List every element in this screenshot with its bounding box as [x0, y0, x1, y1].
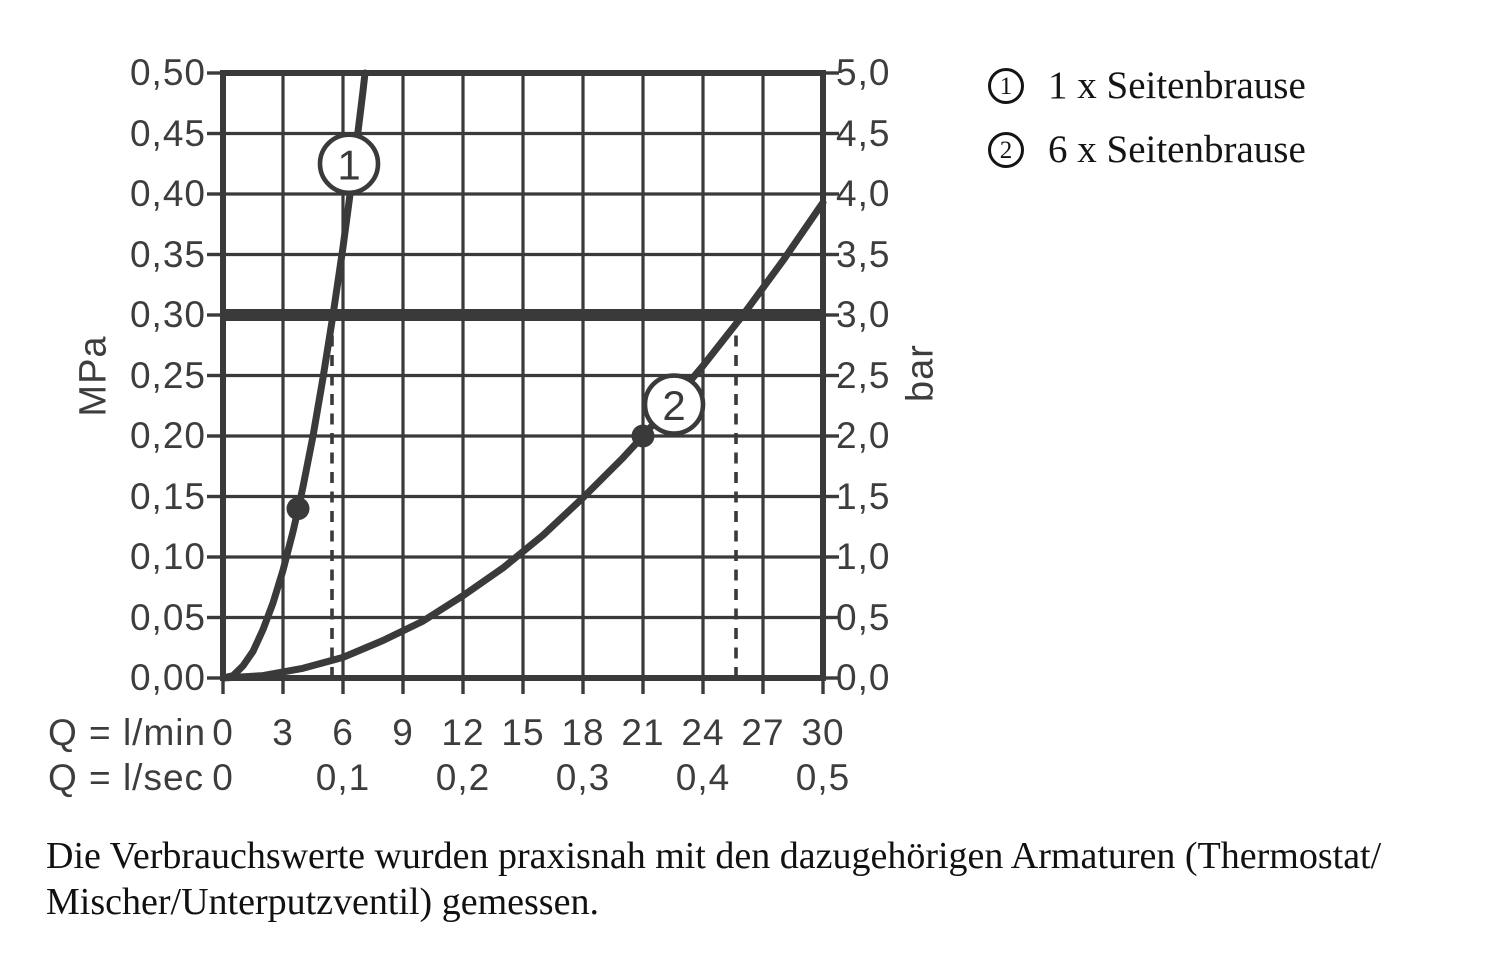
x-lsec-tick-label: 0,1 [315, 757, 371, 798]
y-right-tick-label: 1,5 [836, 475, 891, 517]
caption-line-2: Mischer/Unterputzventil) gemessen. [46, 881, 599, 923]
caption-line-1: Die Verbrauchswerte wurden praxisnah mit den dazugehörigen Armaturen (Thermostat/ [46, 835, 1382, 877]
y-right-tick-label: 2,5 [836, 354, 891, 396]
y-left-tick-label: 0,15 [129, 475, 206, 517]
flow-lmin-axis-label: Q = l/min [48, 712, 207, 753]
y-left-tick-label: 0,45 [129, 112, 206, 154]
legend [988, 64, 1306, 192]
x-lsec-tick-label: 0,4 [675, 757, 731, 798]
curve-callout-number-1: 1 [337, 141, 361, 189]
caption [46, 833, 1446, 925]
legend-label-2: 6 x Seitenbrause [1048, 128, 1306, 171]
y-right-tick-label: 3,0 [836, 293, 891, 335]
legend-item [988, 128, 1306, 172]
x-lmin-tick-label: 6 [332, 712, 354, 753]
y-right-tick-label: 0,5 [836, 596, 891, 638]
x-lmin-tick-label: 3 [272, 712, 294, 753]
y-left-tick-label: 0,05 [129, 596, 206, 638]
y-left-tick-label: 0,25 [129, 354, 206, 396]
legend-symbol: 1 [999, 72, 1013, 100]
flow-lsec-axis-label: Q = l/sec [48, 757, 205, 798]
y-right-tick-label: 5,0 [836, 51, 891, 93]
y-right-tick-label: 2,0 [836, 414, 891, 456]
data-point-2 [632, 425, 655, 448]
y-left-tick-label: 0,30 [129, 293, 206, 335]
mpa-axis-label: MPa [72, 335, 115, 417]
bar-axis-label: bar [899, 344, 942, 402]
data-point-1 [287, 497, 310, 520]
y-left-tick-label: 0,35 [129, 233, 206, 275]
x-lmin-tick-label: 27 [741, 712, 785, 753]
x-lmin-tick-label: 15 [501, 712, 545, 753]
x-lmin-tick-label: 30 [801, 712, 845, 753]
y-left-tick-label: 0,10 [129, 535, 206, 577]
legend-item [988, 64, 1306, 108]
x-lmin-tick-label: 0 [212, 712, 234, 753]
y-left-tick-label: 0,40 [129, 172, 206, 214]
y-left-tick-label: 0,00 [129, 656, 206, 698]
curve-callout-number-2: 2 [662, 382, 686, 430]
y-right-tick-label: 0,0 [836, 656, 891, 698]
flow-pressure-chart [223, 73, 823, 678]
x-lsec-tick-label: 0 [212, 757, 234, 798]
y-left-tick-label: 0,20 [129, 414, 206, 456]
x-lsec-tick-label: 0,2 [435, 757, 491, 798]
y-right-tick-label: 4,0 [836, 172, 891, 214]
circled-number-1-icon [988, 68, 1024, 104]
y-right-tick-label: 1,0 [836, 535, 891, 577]
circled-number-2-icon [988, 132, 1024, 168]
y-right-tick-label: 4,5 [836, 112, 891, 154]
x-lsec-tick-label: 0,3 [555, 757, 611, 798]
legend-label-1: 1 x Seitenbrause [1048, 64, 1306, 107]
x-lmin-tick-label: 24 [681, 712, 725, 753]
x-lsec-tick-label: 0,5 [795, 757, 851, 798]
legend-symbol: 2 [999, 136, 1013, 164]
x-lmin-tick-label: 18 [561, 712, 605, 753]
y-left-tick-label: 0,50 [129, 51, 206, 93]
x-lmin-tick-label: 9 [392, 712, 414, 753]
x-lmin-tick-label: 12 [441, 712, 485, 753]
y-right-tick-label: 3,5 [836, 233, 891, 275]
x-lmin-tick-label: 21 [621, 712, 665, 753]
